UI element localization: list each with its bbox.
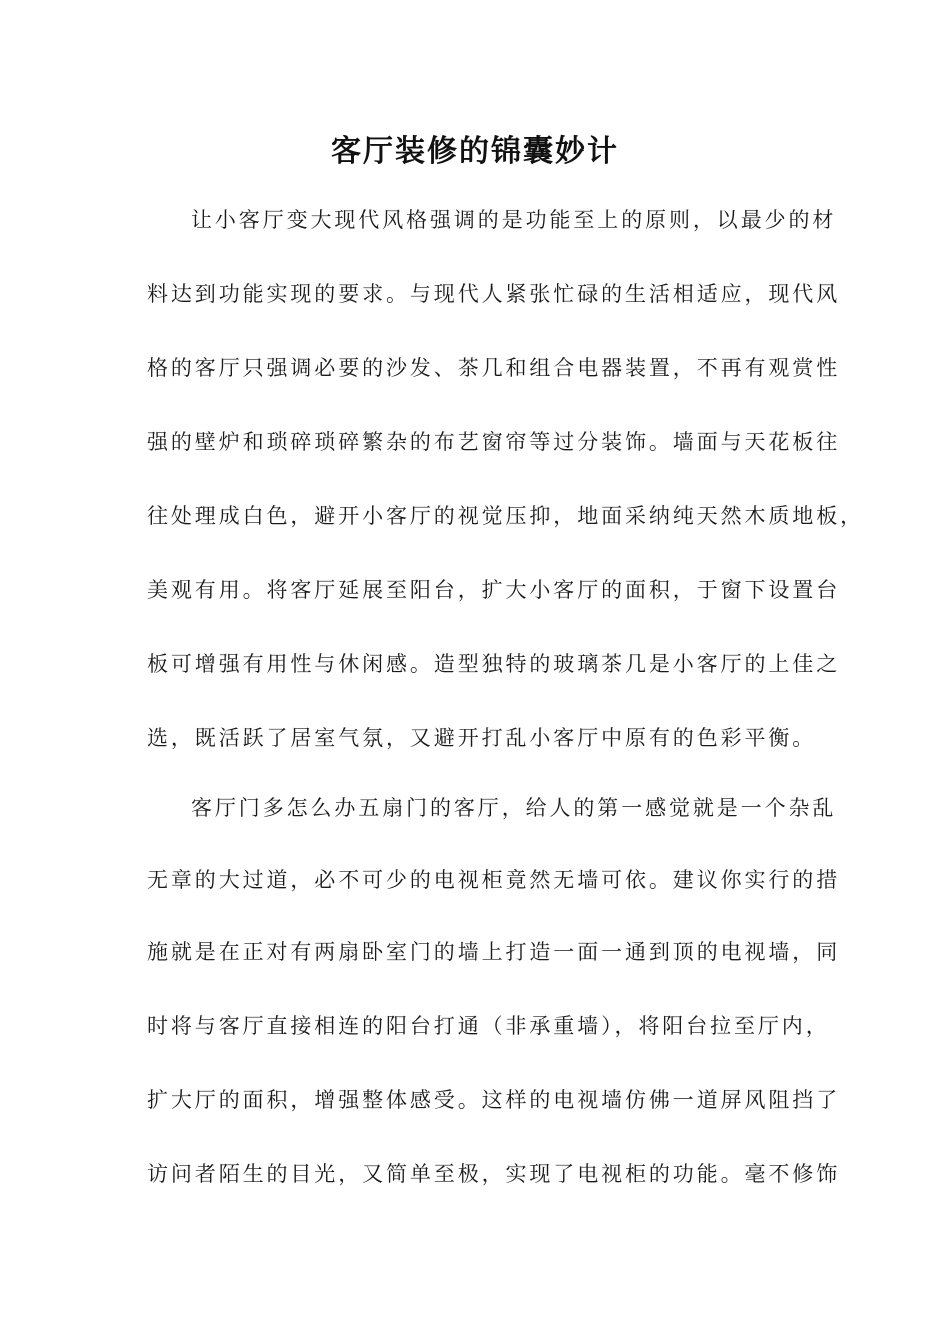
paragraph-1-line-1: 让小客厅变大现代风格强调的是功能至上的原则，以最少的材: [191, 208, 837, 232]
paragraph-2-line-2: 无章的大过道，必不可少的电视柜竟然无墙可依。建议你实行的措: [147, 868, 841, 892]
paragraph-2-line-1: 客厅门多怎么办五扇门的客厅，给人的第一感觉就是一个杂乱: [191, 796, 837, 820]
paragraph-1-line-3: 格的客厅只强调必要的沙发、茶几和组合电器装置，不再有观赏性: [147, 356, 841, 380]
paragraph-1-line-7: 板可增强有用性与休闲感。造型独特的玻璃茶几是小客厅的上佳之: [147, 652, 841, 676]
paragraph-1-line-4: 强的壁炉和琐碎琐碎繁杂的布艺窗帘等过分装饰。墙面与天花板往: [147, 430, 841, 454]
paragraph-1-line-2: 料达到功能实现的要求。与现代人紧张忙碌的生活相适应，现代风: [147, 282, 841, 306]
paragraph-2-line-5: 扩大厅的面积，增强整体感受。这样的电视墙仿佛一道屏风阻挡了: [147, 1088, 841, 1112]
paragraph-2-line-6: 访问者陌生的目光，又简单至极，实现了电视柜的功能。毫不修饰: [147, 1162, 841, 1186]
paragraph-2-line-3: 施就是在正对有两扇卧室门的墙上打造一面一通到顶的电视墙，同: [147, 940, 841, 964]
paragraph-1-line-8: 选，既活跃了居室气氛，又避开打乱小客厅中原有的色彩平衡。: [147, 726, 817, 750]
page-title: 客厅装修的锦囊妙计: [331, 134, 619, 169]
paragraph-2-line-4: 时将与客厅直接相连的阳台打通（非承重墙），将阳台拉至厅内，: [147, 1014, 830, 1038]
paragraph-1-line-6: 美观有用。将客厅延展至阳台，扩大小客厅的面积，于窗下设置台: [147, 578, 841, 602]
paragraph-1-line-5: 往处理成白色，避开小客厅的视觉压抑，地面采纳纯天然木质地板，: [147, 504, 864, 528]
